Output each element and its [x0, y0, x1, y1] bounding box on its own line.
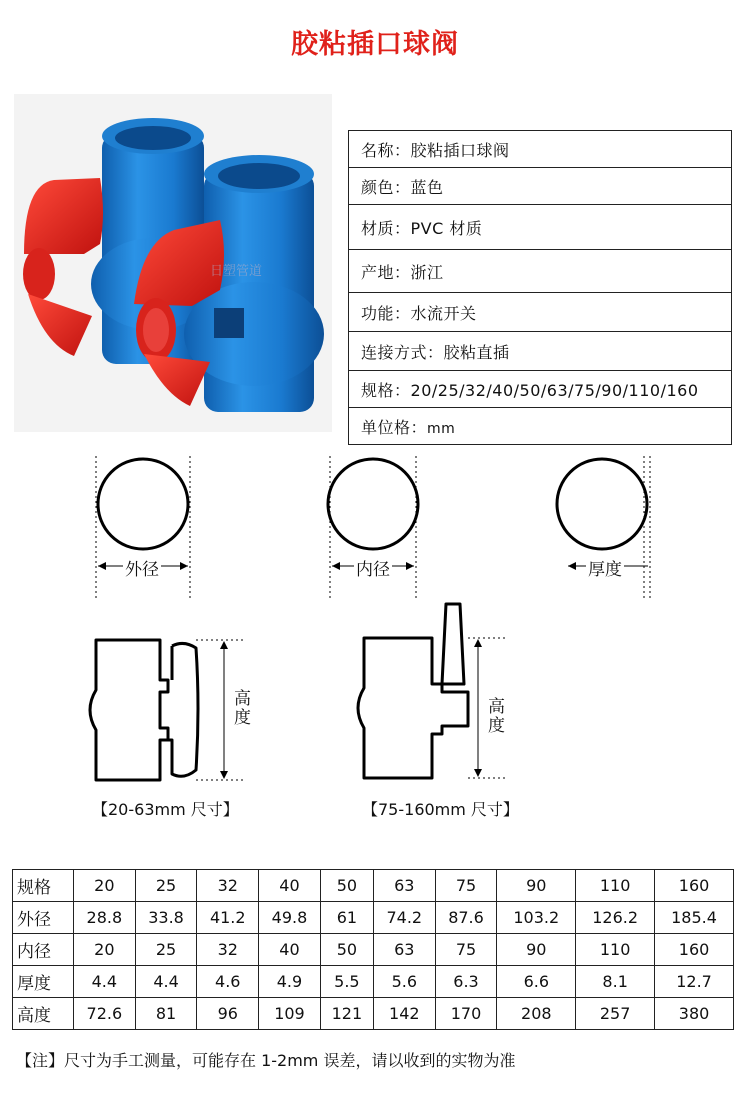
- spec-label: 名称: [361, 140, 395, 160]
- table-cell: 40: [259, 934, 321, 966]
- table-cell: 50: [320, 870, 373, 902]
- table-cell: 75: [435, 870, 497, 902]
- valve-drawing-small: [84, 628, 284, 788]
- spec-label: 产地: [361, 262, 395, 282]
- table-cell: 208: [497, 998, 576, 1030]
- table-cell: 142: [373, 998, 435, 1030]
- table-cell: 110: [576, 934, 655, 966]
- table-cell: 75: [435, 934, 497, 966]
- table-row: [13, 902, 734, 934]
- spec-label: 规格: [361, 380, 395, 400]
- table-cell: 41.2: [197, 902, 259, 934]
- spec-separator: ：: [394, 218, 411, 238]
- product-photo: [14, 94, 332, 432]
- table-cell: 6.3: [435, 966, 497, 998]
- spec-row: [349, 168, 732, 205]
- table-cell: 12.7: [655, 966, 734, 998]
- spec-row: [349, 131, 732, 168]
- spec-value: PVC 材质: [410, 218, 483, 238]
- spec-label: 功能: [361, 303, 395, 323]
- table-cell: 110: [576, 870, 655, 902]
- table-cell: 103.2: [497, 902, 576, 934]
- table-cell: 4.4: [135, 966, 197, 998]
- row-header: 高度: [13, 998, 74, 1030]
- row-header: 内径: [13, 934, 74, 966]
- table-cell: 72.6: [74, 998, 136, 1030]
- spec-separator: ：: [427, 342, 444, 362]
- spec-row: [349, 250, 732, 293]
- spec-value: 胶粘直插: [443, 342, 510, 362]
- spec-row: [349, 408, 732, 445]
- table-cell: 87.6: [435, 902, 497, 934]
- spec-label: 材质: [361, 218, 395, 238]
- spec-separator: ：: [410, 417, 428, 437]
- spec-label: 单位格: [361, 417, 411, 437]
- spec-label: 连接方式: [361, 342, 428, 362]
- table-cell: 61: [320, 902, 373, 934]
- table-cell: 33.8: [135, 902, 197, 934]
- table-row: [13, 998, 734, 1030]
- table-cell: 8.1: [576, 966, 655, 998]
- table-cell: 96: [197, 998, 259, 1030]
- spec-value: 蓝色: [410, 177, 444, 197]
- spec-value: 20/25/32/40/50/63/75/90/110/160: [410, 380, 699, 400]
- outer-diameter-label: 外径: [123, 555, 161, 580]
- table-cell: 25: [135, 934, 197, 966]
- table-cell: 5.5: [320, 966, 373, 998]
- thickness-label: 厚度: [586, 555, 624, 580]
- table-cell: 185.4: [655, 902, 734, 934]
- table-cell: 109: [259, 998, 321, 1030]
- table-cell: 49.8: [259, 902, 321, 934]
- table-row: [13, 870, 734, 902]
- height-label-large: 高度: [488, 697, 505, 736]
- spec-separator: ：: [394, 177, 411, 197]
- spec-separator: ：: [394, 262, 411, 282]
- row-header: 厚度: [13, 966, 74, 998]
- table-cell: 20: [74, 934, 136, 966]
- spec-value: 浙江: [410, 262, 444, 282]
- table-cell: 380: [655, 998, 734, 1030]
- row-header: 外径: [13, 902, 74, 934]
- height-label-small: 高度: [234, 689, 251, 728]
- table-cell: 257: [576, 998, 655, 1030]
- spec-row: [349, 293, 732, 332]
- table-cell: 6.6: [497, 966, 576, 998]
- outer-diameter-diagram: [86, 452, 206, 602]
- table-cell: 4.6: [197, 966, 259, 998]
- inner-diameter-label: 内径: [354, 555, 392, 580]
- table-cell: 5.6: [373, 966, 435, 998]
- table-cell: 160: [655, 934, 734, 966]
- table-cell: 4.9: [259, 966, 321, 998]
- thickness-diagram: [548, 452, 668, 602]
- caption-large: 【75-160mm 尺寸】: [362, 800, 519, 819]
- table-cell: 4.4: [74, 966, 136, 998]
- spec-value: mm: [427, 420, 456, 437]
- table-row: [13, 934, 734, 966]
- spec-row: [349, 371, 732, 408]
- table-cell: 20: [74, 870, 136, 902]
- page-title: 胶粘插口球阀: [291, 29, 459, 60]
- inner-diameter-diagram: [318, 452, 438, 602]
- table-row: [13, 966, 734, 998]
- table-cell: 81: [135, 998, 197, 1030]
- table-cell: 40: [259, 870, 321, 902]
- spec-separator: ：: [394, 303, 411, 323]
- spec-row: [349, 205, 732, 250]
- table-cell: 74.2: [373, 902, 435, 934]
- watermark: 日塑管道: [210, 264, 263, 279]
- spec-label: 颜色: [361, 177, 395, 197]
- table-cell: 170: [435, 998, 497, 1030]
- table-cell: 121: [320, 998, 373, 1030]
- table-cell: 90: [497, 934, 576, 966]
- table-cell: 63: [373, 934, 435, 966]
- table-cell: 32: [197, 934, 259, 966]
- table-cell: 25: [135, 870, 197, 902]
- spec-value: 胶粘插口球阀: [410, 140, 510, 160]
- caption-small: 【20-63mm 尺寸】: [92, 800, 239, 819]
- spec-value: 水流开关: [410, 303, 477, 323]
- note-text: 【注】尺寸为手工测量，可能存在 1-2mm 误差，请以收到的实物为准: [16, 1051, 516, 1070]
- spec-separator: ：: [394, 140, 411, 160]
- spec-table: [348, 130, 732, 445]
- table-cell: 28.8: [74, 902, 136, 934]
- row-header: 规格: [13, 870, 74, 902]
- table-cell: 32: [197, 870, 259, 902]
- table-cell: 160: [655, 870, 734, 902]
- valve-drawing-large: [350, 600, 550, 790]
- table-cell: 63: [373, 870, 435, 902]
- table-cell: 90: [497, 870, 576, 902]
- table-cell: 50: [320, 934, 373, 966]
- dimension-table: [12, 869, 734, 1030]
- table-cell: 126.2: [576, 902, 655, 934]
- spec-separator: ：: [394, 380, 411, 400]
- spec-row: [349, 332, 732, 371]
